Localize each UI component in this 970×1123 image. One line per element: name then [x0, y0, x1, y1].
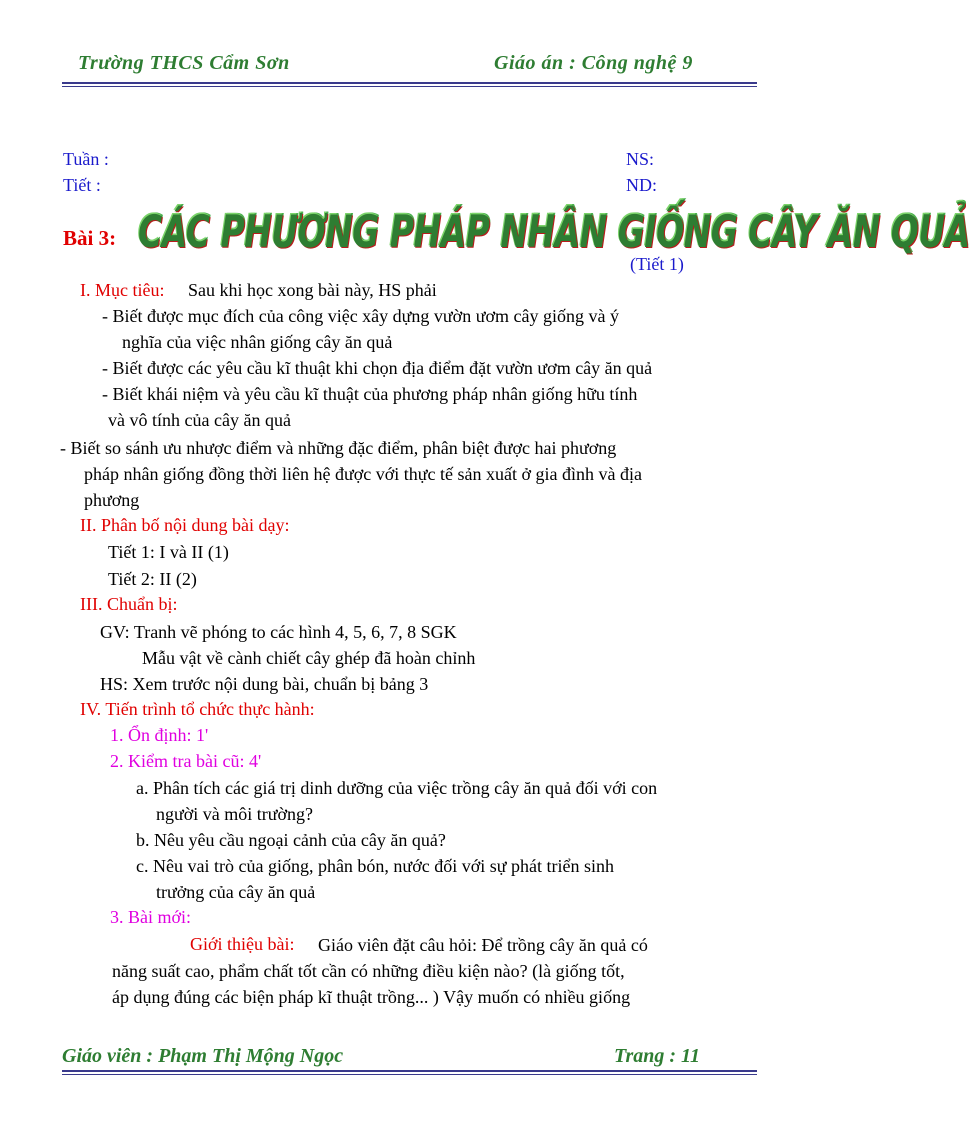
objective-line: - Biết so sánh ưu nhược điểm và những đặc điểm, phân biệt được hai phương [60, 438, 617, 458]
review-question: người và môi trường? [156, 804, 314, 824]
header-subject: Giáo án : Công nghệ 9 [494, 52, 693, 74]
objective-line: nghĩa của việc nhân giống cây ăn quả [122, 332, 393, 352]
footer-divider [62, 1070, 757, 1075]
nd-label: ND: [626, 175, 657, 195]
lesson-period: (Tiết 1) [630, 254, 684, 274]
ns-label: NS: [626, 149, 655, 169]
step-3: 3. Bài mới: [110, 907, 192, 927]
footer-page: Trang : 11 [614, 1045, 700, 1067]
lesson-number: Bài 3: [63, 226, 117, 250]
objective-line: phương [84, 490, 140, 510]
allocation-line: Tiết 2: II (2) [108, 569, 197, 589]
review-question: a. Phân tích các giá trị dinh dưỡng của việc trồng cây ăn quả đối với con [136, 778, 658, 798]
objective-line: - Biết được các yêu cầu kĩ thuật khi chọn địa điểm đặt vườn ươm cây ăn quả [102, 358, 653, 378]
lesson-title: CÁC PHƯƠNG PHÁP NHÂN GIỐNG CÂY ĂN QUẢ [138, 205, 970, 258]
intro-text: Giáo viên đặt câu hỏi: Để trồng cây ăn quả có [318, 935, 648, 955]
intro-line: áp dụng đúng các biện pháp kĩ thuật trồng... ) Vậy muốn có nhiều giống [112, 987, 631, 1007]
preparation-line: Mẫu vật về cành chiết cây ghép đã hoàn chỉnh [142, 648, 476, 668]
section-1-intro: Sau khi học xong bài này, HS phải [188, 280, 437, 300]
header-divider [62, 82, 757, 87]
intro-line: năng suất cao, phẩm chất tốt cần có những điều kiện nào? (là giống tốt, [112, 961, 625, 981]
review-question: b. Nêu yêu cầu ngoại cảnh của cây ăn quả? [136, 830, 446, 850]
header-school: Trường THCS Cẩm Sơn [78, 52, 290, 74]
objective-line: - Biết khái niệm và yêu cầu kĩ thuật của phương pháp nhân giống hữu tính [102, 384, 638, 404]
step-2: 2. Kiểm tra bài cũ: 4' [110, 751, 262, 771]
section-1-heading: I. Mục tiêu: [80, 280, 165, 300]
preparation-line: GV: Tranh vẽ phóng to các hình 4, 5, 6, 7, 8 SGK [100, 622, 457, 642]
preparation-line: HS: Xem trước nội dung bài, chuẩn bị bảng 3 [100, 674, 429, 694]
step-1: 1. Ổn định: 1' [110, 725, 209, 745]
objective-line: và vô tính của cây ăn quả [108, 410, 291, 430]
allocation-line: Tiết 1: I và II (1) [108, 542, 229, 562]
review-question: c. Nêu vai trò của giống, phân bón, nước đối với sự phát triển sinh [136, 856, 614, 876]
week-label: Tuần : [63, 149, 109, 169]
review-question: trưởng của cây ăn quả [156, 882, 316, 902]
section-4-heading: IV. Tiến trình tổ chức thực hành: [80, 699, 315, 719]
objective-line: - Biết được mục đích của công việc xây dựng vườn ươm cây giống và ý [102, 306, 619, 326]
intro-label: Giới thiệu bài: [190, 934, 295, 954]
period-label: Tiết : [63, 175, 101, 195]
section-3-heading: III. Chuẩn bị: [80, 594, 178, 614]
footer-teacher: Giáo viên : Phạm Thị Mộng Ngọc [62, 1045, 344, 1067]
objective-line: pháp nhân giống đồng thời liên hệ được với thực tế sản xuất ở gia đình và địa [84, 464, 642, 484]
section-2-heading: II. Phân bố nội dung bài dạy: [80, 515, 290, 535]
